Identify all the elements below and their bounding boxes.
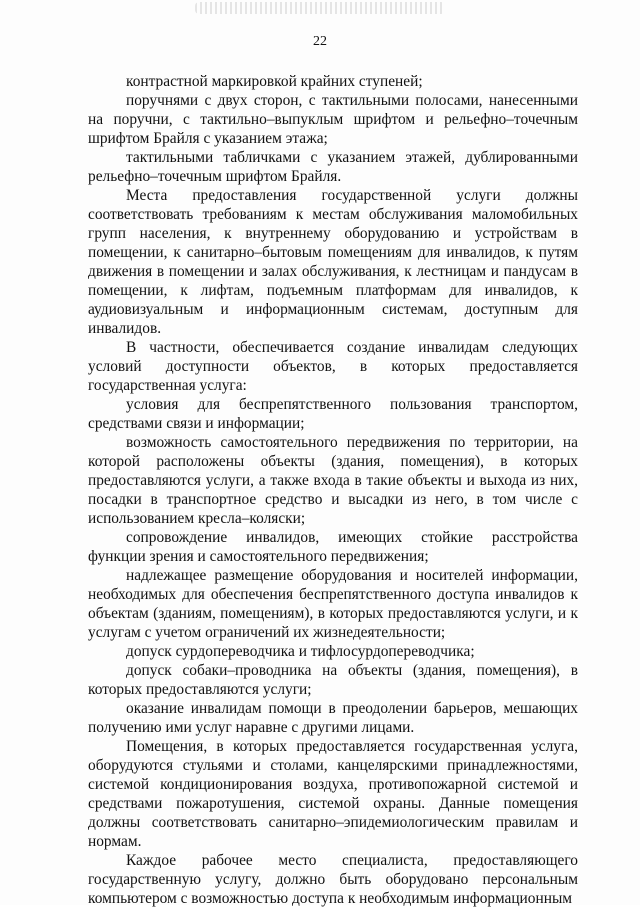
scan-artifact bbox=[195, 2, 445, 14]
paragraph: сопровождение инвалидов, имеющих стойкие расстройства функции зрения и самостоятельного передвижения; bbox=[88, 529, 578, 565]
paragraph: поручнями с двух сторон, с тактильными полосами, нанесенными на поручни, с тактильно–выпуклым шрифтом и рельефно–точечным шрифтом Брайля с указанием этажа; bbox=[88, 92, 578, 147]
paragraph: Места предоставления государственной услуги должны соответствовать требованиям к местам обслуживания маломобильных групп населения, к внутреннему оборудованию и устройствам в помещении, к санитарно–бытовым помещениям для инвалидов, к путям движения в помещении и залах обслуживания, к лестницам и пандусам в помещении, к лифтам, подъемным платформам для инвалидов, к аудиовизуальным и информационным системам, доступным для инвалидов. bbox=[88, 187, 578, 337]
paragraph: условия для беспрепятственного пользования транспортом, средствами связи и информации; bbox=[88, 396, 578, 432]
paragraph: возможность самостоятельного передвижения по территории, на которой расположены объекты (здания, помещения), в которых предоставляются услуги, а также входа в такие объекты и выхода из них, посадки в транспортное средство и высадки из него, в том числе с использованием кресла–коляски; bbox=[88, 434, 578, 527]
document-body bbox=[88, 72, 578, 908]
paragraph: оказание инвалидам помощи в преодолении барьеров, мешающих получению ими услуг наравне с другими лицами. bbox=[88, 700, 578, 736]
paragraph: надлежащее размещение оборудования и носителей информации, необходимых для обеспечения беспрепятственного доступа инвалидов к объектам (зданиям, помещениям), в которых предоставляются услуги, и к услугам с учетом ограничений их жизнедеятельности; bbox=[88, 567, 578, 641]
paragraph: контрастной маркировкой крайних ступеней; bbox=[126, 73, 423, 90]
paragraph: тактильными табличками с указанием этажей, дублированными рельефно–точечным шрифтом Брайля. bbox=[88, 149, 578, 185]
page-number: 22 bbox=[313, 34, 327, 49]
paragraph: Каждое рабочее место специалиста, предоставляющего государственную услугу, должно быть оборудовано персональным компьютером с возможностью доступа к необходимым информационным bbox=[88, 852, 578, 907]
paragraph: допуск собаки–проводника на объекты (здания, помещения), в которых предоставляются услуги; bbox=[88, 662, 578, 698]
paragraph: Помещения, в которых предоставляется государственная услуга, оборудуются стульями и столами, канцелярскими принадлежностями, системой кондиционирования воздуха, противопожарной системой и средствами пожаротушения, системой охраны. Данные помещения должны соответствовать санитарно–эпидемиологическим правилам и нормам. bbox=[88, 738, 578, 850]
paragraph: допуск сурдопереводчика и тифлосурдопереводчика; bbox=[126, 643, 475, 660]
paragraph: В частности, обеспечивается создание инвалидам следующих условий доступности объектов, в которых предоставляется государственная услуга: bbox=[88, 339, 578, 394]
